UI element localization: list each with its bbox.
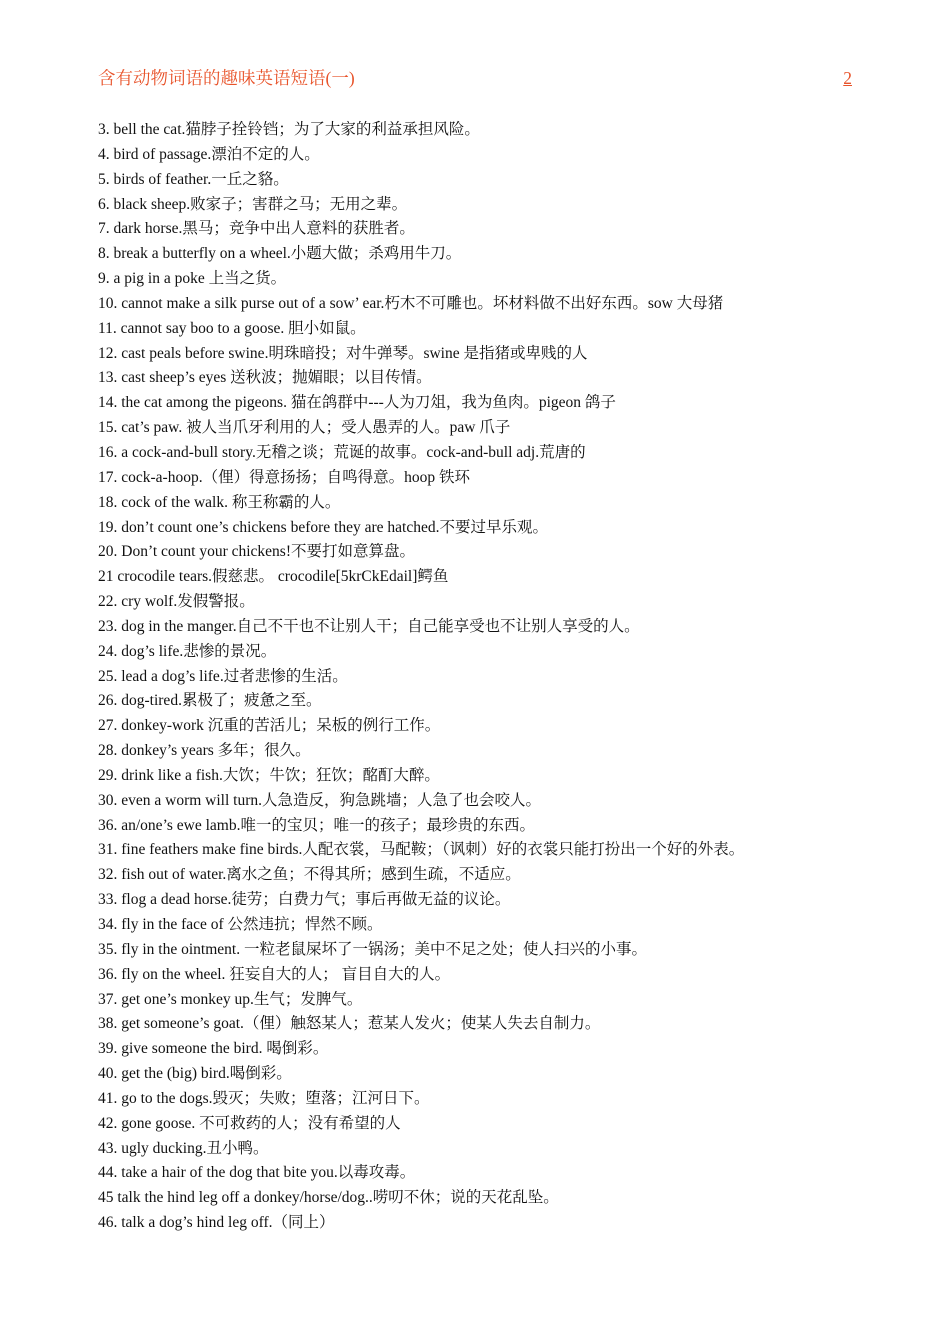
phrase-entry: 4. bird of passage.漂泊不定的人。 <box>98 145 320 163</box>
phrase-entry: 42. gone goose. 不可救药的人；没有希望的人 <box>98 1114 401 1132</box>
phrase-entry: 26. dog-tired.累极了；疲惫之至。 <box>98 692 322 710</box>
phrase-entry: 45 talk the hind leg off a donkey/horse/dog..唠叨不休；说的天花乱坠。 <box>98 1189 559 1207</box>
phrase-entry: 36. an/one’s ewe lamb.唯一的宝贝；唯一的孩子；最珍贵的东西。 <box>98 816 535 834</box>
phrase-entry: 14. the cat among the pigeons. 猫在鸽群中---人为刀俎，我为鱼肉。pigeon 鸽子 <box>98 394 616 412</box>
phrase-entry: 46. talk a dog’s hind leg off.（同上） <box>98 1214 335 1232</box>
phrase-entry: 31. fine feathers make fine birds.人配衣裳，马配鞍；（讽刺）好的衣裳只能打扮出一个好的外表。 <box>98 841 745 859</box>
phrase-entry: 21 crocodile tears.假慈悲。 crocodile[5krCkEdail]鳄鱼 <box>98 568 449 586</box>
phrase-entry: 23. dog in the manger.自己不干也不让别人干；自己能享受也不让别人享受的人。 <box>98 617 640 635</box>
phrase-entry: 3. bell the cat.猫脖子拴铃铛；为了大家的利益承担风险。 <box>98 121 480 138</box>
phrase-entry: 10. cannot make a silk purse out of a sow’ ear.朽木不可雕也。坏材料做不出好东西。sow 大母猪 <box>98 294 724 312</box>
phrase-entry: 13. cast sheep’s eyes 送秋波；抛媚眼；以目传情。 <box>98 369 432 387</box>
page-header <box>98 66 852 92</box>
phrase-entry: 39. give someone the bird. 喝倒彩。 <box>98 1040 329 1058</box>
phrase-entry: 33. flog a dead horse.徒劳；白费力气；事后再做无益的议论。 <box>98 891 511 909</box>
phrase-entry: 15. cat’s paw. 被人当爪牙利用的人；受人愚弄的人。paw 爪子 <box>98 419 511 437</box>
phrase-entry: 8. break a butterfly on a wheel.小题大做；杀鸡用牛刀。 <box>98 245 462 263</box>
phrase-entry: 28. donkey’s years 多年；很久。 <box>98 742 311 760</box>
phrase-entry: 30. even a worm will turn.人急造反，狗急跳墙；人急了也会咬人。 <box>98 791 542 809</box>
phrase-entry: 43. ugly ducking.丑小鸭。 <box>98 1139 269 1157</box>
phrase-entry: 6. black sheep.败家子；害群之马；无用之辈。 <box>98 195 408 213</box>
phrase-entry: 7. dark horse.黑马；竞争中出人意料的获胜者。 <box>98 220 415 238</box>
phrase-entry: 32. fish out of water.离水之鱼；不得其所；感到生疏，不适应。 <box>98 866 521 884</box>
phrase-entry: 38. get someone’s goat.（俚）触怒某人；惹某人发火；使某人失去自制力。 <box>98 1015 601 1033</box>
phrase-entry: 29. drink like a fish.大饮；牛饮；狂饮；酩酊大醉。 <box>98 766 440 784</box>
phrase-entry: 35. fly in the ointment. 一粒老鼠屎坏了一锅汤；美中不足之处；使人扫兴的小事。 <box>98 940 647 958</box>
phrase-entry: 22. cry wolf.发假警报。 <box>98 593 255 611</box>
phrase-entry: 17. cock-a-hoop.（俚）得意扬扬；自鸣得意。hoop 铁环 <box>98 468 470 486</box>
phrase-entry: 18. cock of the walk. 称王称霸的人。 <box>98 493 341 511</box>
phrase-entry: 24. dog’s life.悲惨的景况。 <box>98 642 277 660</box>
phrase-entry: 27. donkey-work 沉重的苦活儿；呆板的例行工作。 <box>98 717 441 735</box>
phrase-entry: 37. get one’s monkey up.生气；发脾气。 <box>98 990 363 1008</box>
phrase-entry: 12. cast peals before swine.明珠暗投；对牛弹琴。swine 是指猪或卑贱的人 <box>98 344 588 362</box>
phrase-list <box>98 118 858 1236</box>
page-number: 2 <box>843 68 852 88</box>
phrase-entry: 16. a cock-and-bull story.无稽之谈；荒诞的故事。cock-and-bull adj.荒唐的 <box>98 443 586 461</box>
phrase-entry: 25. lead a dog’s life.过者悲惨的生活。 <box>98 667 348 685</box>
phrase-entry: 19. don’t count one’s chickens before they are hatched.不要过早乐观。 <box>98 518 548 536</box>
phrase-entry: 9. a pig in a poke 上当之货。 <box>98 270 287 288</box>
phrase-entry: 34. fly in the face of 公然违抗；悍然不顾。 <box>98 916 383 933</box>
phrase-entry: 41. go to the dogs.毁灭；失败；堕落；江河日下。 <box>98 1089 430 1107</box>
phrase-entry: 40. get the (big) bird.喝倒彩。 <box>98 1065 292 1083</box>
phrase-entry: 20. Don’t count your chickens!不要打如意算盘。 <box>98 543 415 561</box>
document-title: 含有动物词语的趣味英语短语(一) <box>98 68 355 88</box>
phrase-entry: 36. fly on the wheel. 狂妄自大的人； 盲目自大的人。 <box>98 965 451 983</box>
phrase-entry: 5. birds of feather.一丘之貉。 <box>98 170 289 188</box>
phrase-entry: 44. take a hair of the dog that bite you.以毒攻毒。 <box>98 1164 416 1182</box>
phrase-entry: 11. cannot say boo to a goose. 胆小如鼠。 <box>98 319 366 337</box>
